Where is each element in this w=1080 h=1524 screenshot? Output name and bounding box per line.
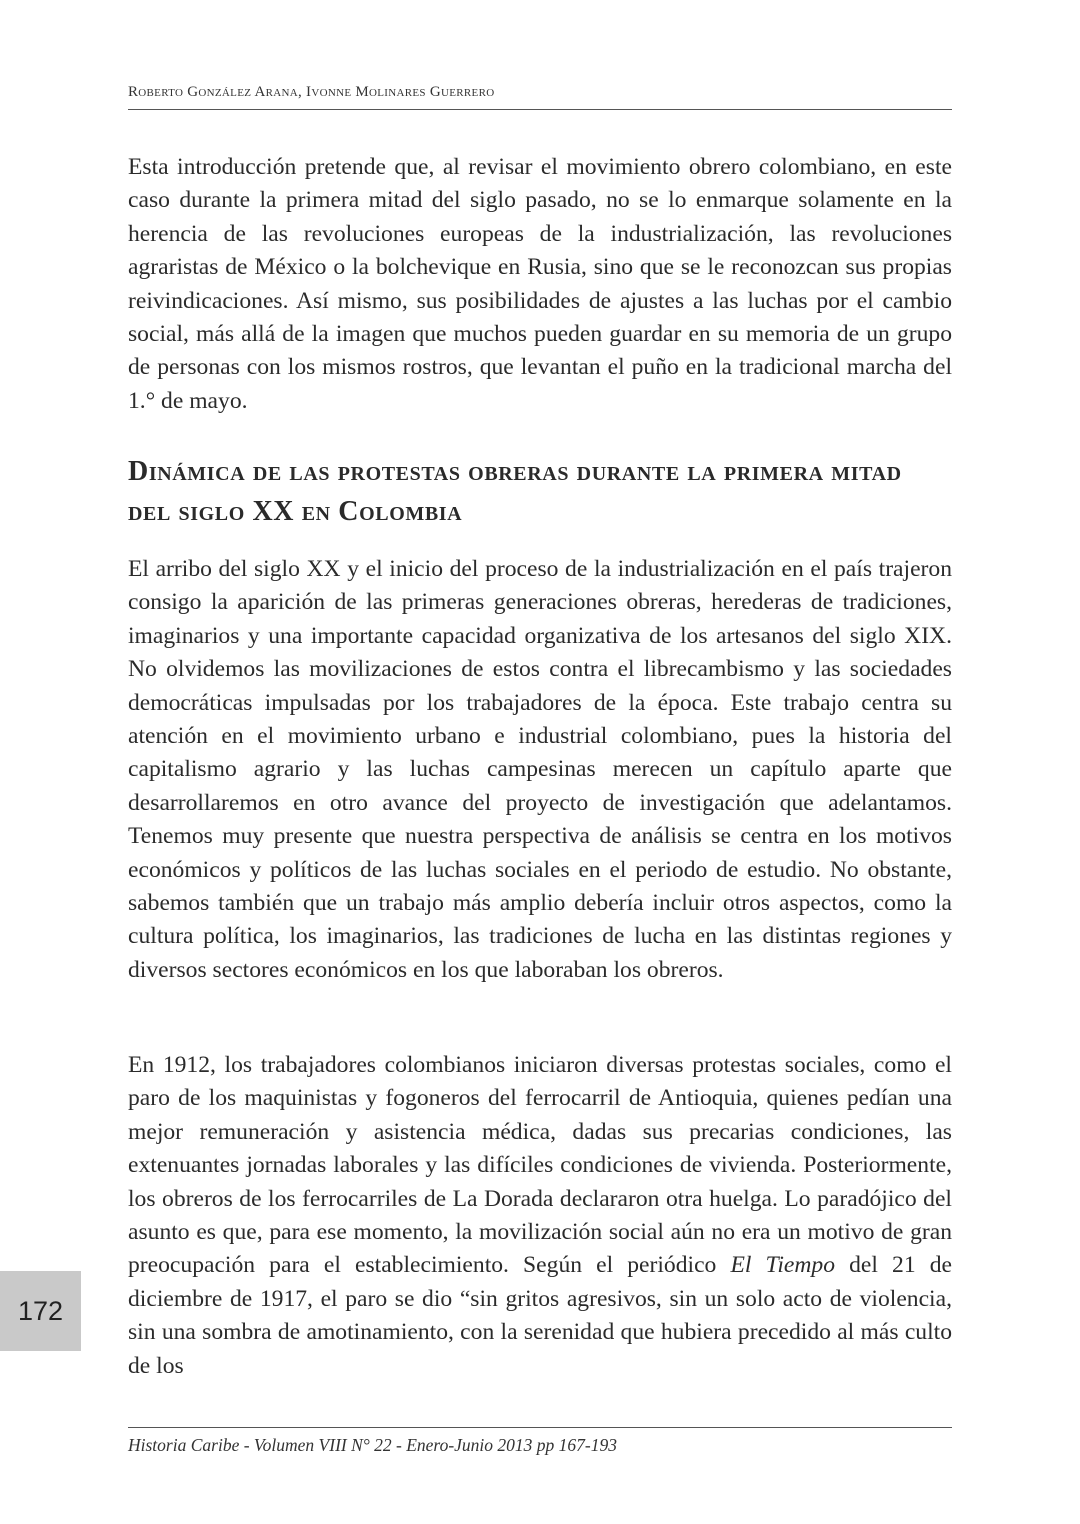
section-heading: Dinámica de las protestas obreras durante la primera mitad del siglo XX en Colombia [128,456,902,527]
page-number-tab [0,1271,81,1351]
section-paragraph-1: El arribo del siglo XX y el inicio del proceso de la industrialización en el país trajeron consigo la aparición de las primeras generaciones obreras, herederas de tradiciones, imaginarios y una importante capacidad organizativa de los artesanos del siglo XIX. No olvidemos las movilizaciones de estos contra el librecambismo y las sociedades democráticas impulsadas por los trabajadores de la época. Este trabajo centra su atención en el movimiento urbano e industrial colombiano, pues la historia del capitalismo agrario y las luchas campesinas merecen un capítulo aparte que desarrollaremos en otro avance del proyecto de investigación que adelantamos. Tenemos muy presente que nuestra perspectiva de análisis se centra en los motivos económicos y políticos de las luchas sociales en el periodo de estudio. No obstante, sabemos también que un trabajo más amplio debería incluir otros aspectos, como la cultura política, los imaginarios, las tradiciones de lucha en las distintas regiones y diversos sectores económicos en los que laboraban los obreros. [128,556,952,983]
header-divider [128,109,952,110]
intro-paragraph: Esta introducción pretende que, al revisar el movimiento obrero colombiano, en este caso durante la primera mitad del siglo pasado, no se lo enmarque solamente en la herencia de las revoluciones europeas de la industrialización, las revoluciones agraristas de México o la bolchevique en Rusia, sino que se le reconozcan sus propias reivindicaciones. Así mismo, sus posibilidades de ajustes a las luchas por el cambio social, más allá de la imagen que muchos pueden guardar en su memoria de un grupo de personas con los mismos rostros, que levantan el puño en la tradicional marcha del 1.° de mayo. [128,154,952,414]
footer-divider [128,1427,952,1428]
paragraph-2-text-before: En 1912, los trabajadores colombianos iniciaron diversas protestas sociales, como el paro de los maquinistas y fogoneros del ferrocarril de Antioquia, quienes pedían una mejor remuneración y asistencia médica, dadas sus precarias condiciones, las extenuantes jornadas laborales y las difíciles condiciones de vivienda. Posteriormente, los obreros de los ferrocarriles de La Dorada declararon otra huelga. Lo paradójico del asunto es que, para ese momento, la movilización social aún no era un motivo de gran preocupación para el establecimiento. Según el periódico [128,1052,952,1279]
newspaper-title: El Tiempo [730,1252,835,1279]
paragraph-2-text-after: del 21 de diciembre de 1917, el paro se dio “sin gritos agresivos, sin un solo acto de violencia, sin una sombra de amotinamiento, con la serenidad que hubiera precedido al más culto de los [128,1252,952,1379]
section-paragraph-2 [128,1049,952,1383]
page-number: 172 [17,1295,64,1326]
journal-citation-footer: Historia Caribe - Volumen VIII N° 22 - Enero-Junio 2013 pp 167-193 [128,1435,618,1455]
running-header: Roberto González Arana, Ivonne Molinares Guerrero [128,84,495,100]
